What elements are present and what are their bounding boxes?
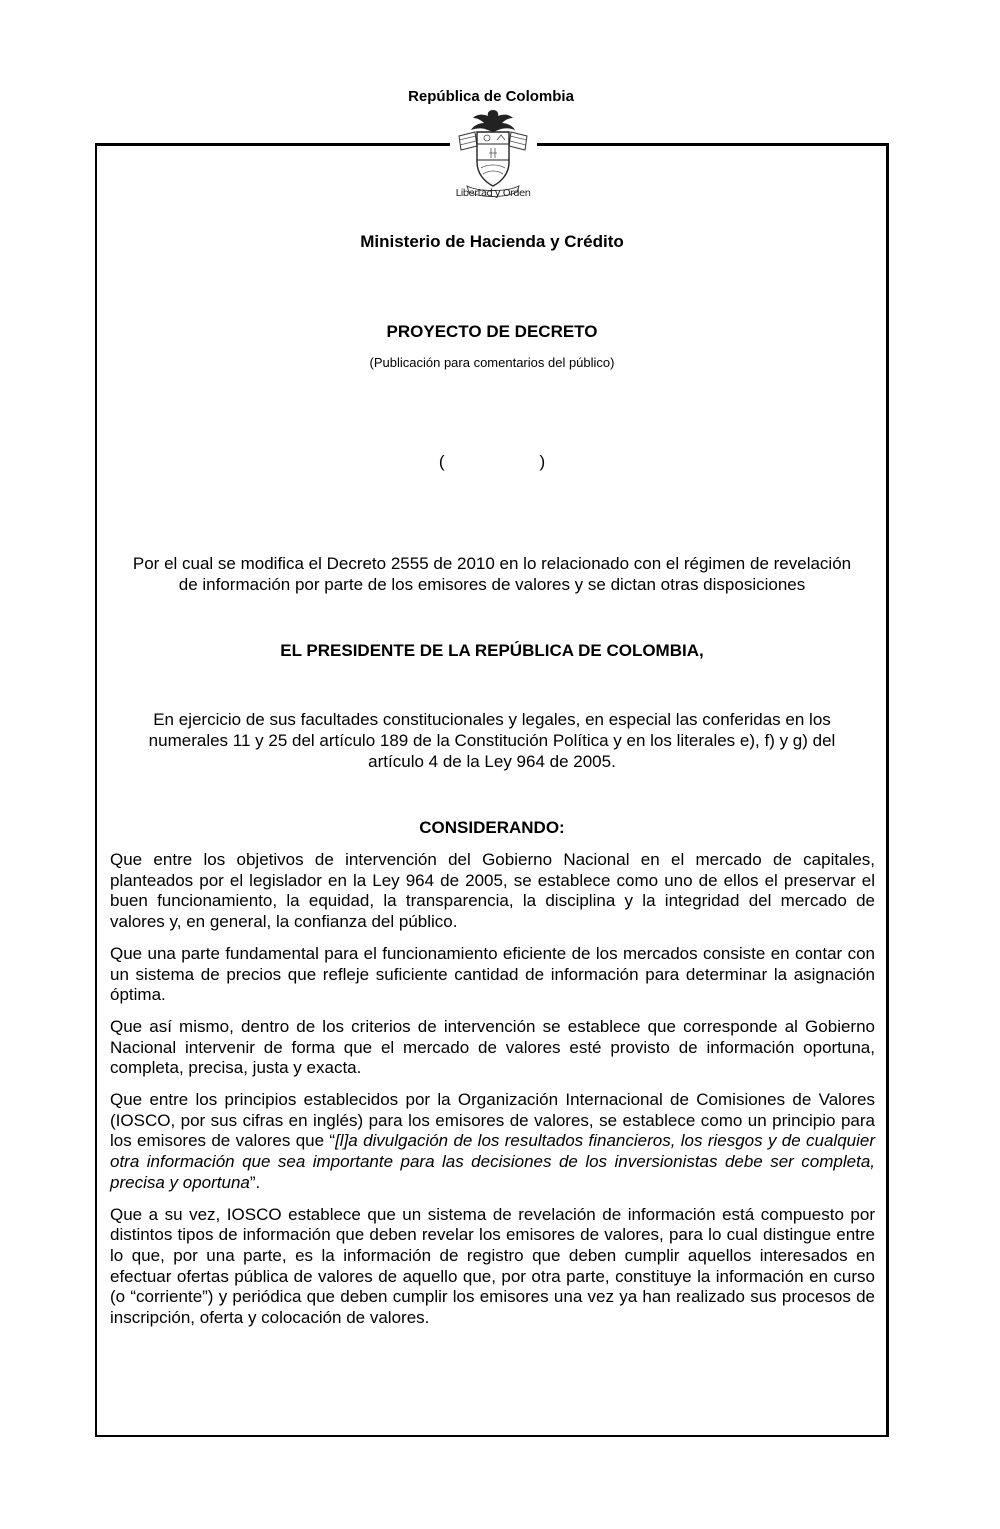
considerando-paragraph (110, 1090, 875, 1194)
frame-top-left-border (95, 143, 450, 146)
considerando-paragraph: Que una parte fundamental para el funcionamiento eficiente de los mercados consiste en contar con un sistema de precios que refleje suficiente cantidad de información para determinar la asignación óptima. (110, 943, 875, 1005)
ministry-name: Ministerio de Hacienda y Crédito (360, 232, 624, 251)
considerando-paragraph: Que así mismo, dentro de los criterios de intervención se establece que corresponde al Gobierno Nacional intervenir de forma que el mercado de valores esté provisto de información oportuna, completa, precisa, justa y exacta. (110, 1016, 875, 1078)
considerando-paragraph: Que a su vez, IOSCO establece que un sistema de revelación de información está compuesto por distintos tipos de información que deben revelar los emisores de valores, para lo cual distingue entre lo que, por una parte, es la información de registro que deben cumplir aquellos interesados en efectuar ofertas pública de valores de aquello que, por otra parte, constituye la información en curso (o “corriente”) y periódica que deben cumplir los emisores una vez ya han realizado sus procesos de inscripción, oferta y colocación de valores. (110, 1204, 875, 1328)
facultades-line: En ejercicio de sus facultades constitucionales y legales, en especial las conferidas en los (153, 710, 831, 729)
number-open-paren: ( (438, 452, 445, 471)
facultades-paragraph (97, 709, 887, 772)
iosco-quote: [l]a divulgación de los resultados financieros, los riesgos y de cualquier otra información que sea importante para las decisiones de los inversionistas debe ser completa, precisa y oportuna (110, 1131, 875, 1192)
national-motto: Libertad y Orden (455, 188, 531, 199)
decree-title-line: de información por parte de los emisores de valores y se dictan otras disposiciones (178, 575, 806, 594)
country-heading: República de Colombia (408, 88, 574, 105)
frame-top-right-border (537, 143, 889, 146)
decree-number-placeholder (97, 452, 887, 472)
document-type: PROYECTO DE DECRETO (386, 322, 598, 341)
decree-title-line: Por el cual se modifica el Decreto 2555 de 2010 en lo relacionado con el régimen de revelación (132, 554, 852, 573)
considerando-heading: CONSIDERANDO: (419, 818, 565, 837)
number-close-paren: ) (539, 452, 546, 471)
facultades-line: artículo 4 de la Ley 964 de 2005. (368, 752, 616, 771)
facultades-line: numerales 11 y 25 del artículo 189 de la Constitución Política y en los literales e), f) y g) del (148, 731, 836, 750)
paragraph-text: Que entre los principios establecidos por la Organización Internacional de Comisiones de Valores (IOSCO, por sus cifras en inglés) para los emisores de valores, se establece como un principio para los emisores de valores que “ (110, 1090, 875, 1151)
publication-note: (Publicación para comentarios del público) (369, 355, 615, 370)
decree-title (97, 553, 887, 595)
frame-bottom-border (95, 1435, 889, 1437)
president-heading: EL PRESIDENTE DE LA REPÚBLICA DE COLOMBIA, (280, 641, 704, 660)
paragraph-text: ”. (249, 1172, 261, 1192)
considerando-body (110, 850, 875, 1340)
considerando-paragraph: Que entre los objetivos de intervención del Gobierno Nacional en el mercado de capitales, planteados por el legislador en la Ley 964 de 2005, se establece como uno de ellos el preservar el buen funcionamiento, la equidad, la transparencia, la disciplina y la integridad del mercado de valores y, en general, la confianza del público. (110, 850, 875, 932)
